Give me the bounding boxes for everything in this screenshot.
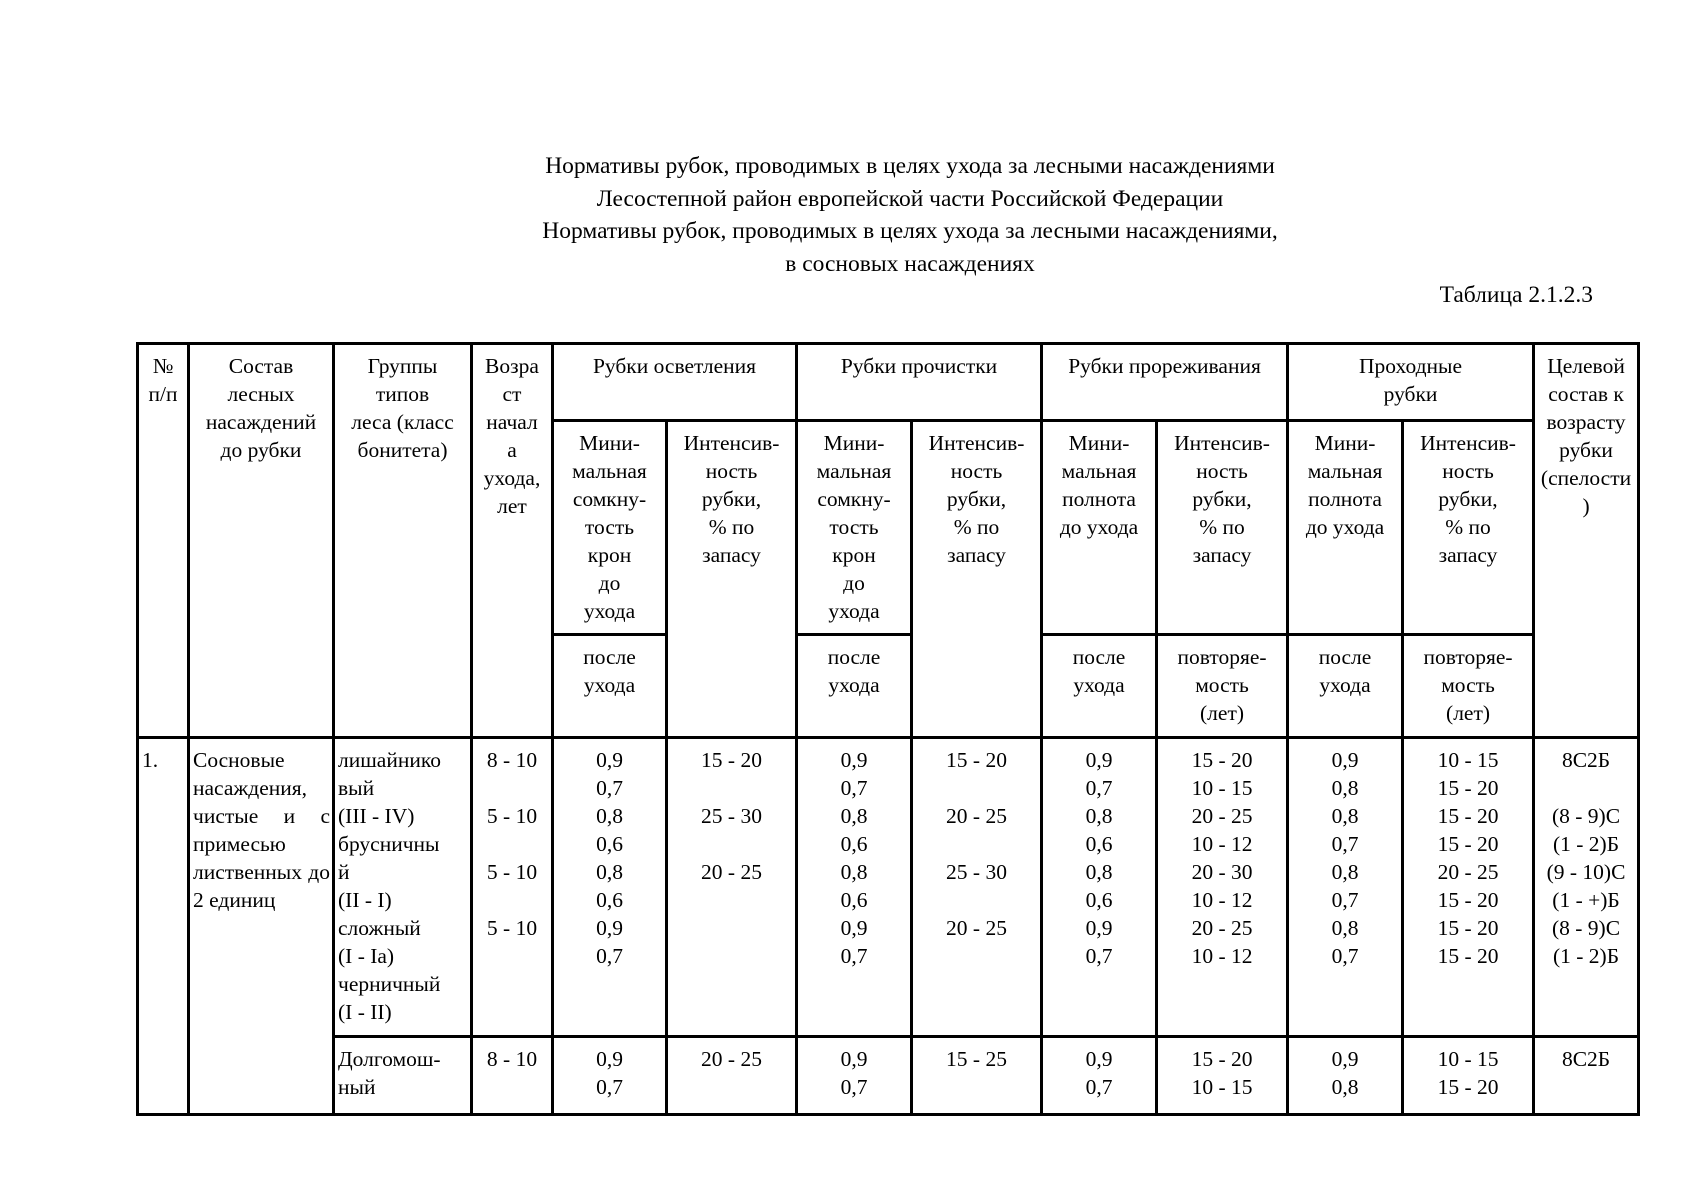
header-thin-repeat: повторяе- мость (лет) [1157,635,1288,738]
header-groups: Группы типов леса (класс бонитета) [334,344,472,738]
row-groups: Долгомош- ный [334,1037,472,1115]
page-title [350,150,1470,280]
title-line-3: Нормативы рубок, проводимых в целях ухода за лесными насаждениями, [542,218,1278,244]
row-number: 1. [138,738,189,1115]
row-pass-density: 0,9 0,8 [1288,1037,1403,1115]
row-light-closure: 0,9 0,7 [553,1037,667,1115]
row-light-intensity: 15 - 20 25 - 30 20 - 25 [667,738,797,1037]
row-target: 8С2Б (8 - 9)С (1 - 2)Б (9 - 10)С (1 - +)Б (8 - 9)С (1 - 2)Б [1534,738,1639,1037]
header-clean-min-closure: Мини- мальная сомкну- тость крон до ухода [797,421,912,635]
table-row [138,738,1639,1037]
header-thinning: Рубки прореживания [1042,344,1288,421]
header-age: Возра ст начал а ухода, лет [472,344,553,738]
title-line-2: Лесостепной район европейской части Российской Федерации [596,185,1224,212]
header-pass-after: после ухода [1288,635,1403,738]
row-thin-values: 15 - 20 10 - 15 20 - 25 10 - 12 20 - 30 10 - 12 20 - 25 10 - 12 [1157,738,1288,1037]
row-thin-density: 0,9 0,7 [1042,1037,1157,1115]
row-age: 8 - 10 [472,1037,553,1115]
row-clean-intensity: 15 - 25 [912,1037,1042,1115]
header-pass-repeat: повторяе- мость (лет) [1403,635,1534,738]
header-light-intensity: Интенсив- ность рубки, % по запасу [667,421,797,738]
table-row [138,1037,1639,1115]
row-target: 8С2Б [1534,1037,1639,1115]
header-passing: Проходные рубки [1288,344,1534,421]
header-thin-intensity: Интенсив- ность рубки, % по запасу [1157,421,1288,635]
row-groups: лишайнико вый (III - IV) брусничны й (II - I) сложный (I - Ia) черничный (I - II) [334,738,472,1037]
row-age: 8 - 10 5 - 10 5 - 10 5 - 10 [472,738,553,1037]
row-pass-density: 0,9 0,8 0,8 0,7 0,8 0,7 0,8 0,7 [1288,738,1403,1037]
row-clean-intensity: 15 - 20 20 - 25 25 - 30 20 - 25 [912,738,1042,1037]
norms-table [136,342,1640,1116]
row-light-closure: 0,9 0,7 0,8 0,6 0,8 0,6 0,9 0,7 [553,738,667,1037]
header-clean-after: после ухода [797,635,912,738]
header-light-min-closure: Мини- мальная сомкну- тость крон до ухода [553,421,667,635]
header-num: № п/п [138,344,189,738]
header-lightening: Рубки осветления [553,344,797,421]
row-light-intensity: 20 - 25 [667,1037,797,1115]
header-pass-min-density: Мини- мальная полнота до ухода [1288,421,1403,635]
title-line-1: Нормативы рубок, проводимых в целях ухода за лесными насаждениями [545,153,1275,179]
header-clean-intensity: Интенсив- ность рубки, % по запасу [912,421,1042,738]
row-pass-values: 10 - 15 15 - 20 15 - 20 15 - 20 20 - 25 15 - 20 15 - 20 15 - 20 [1403,738,1534,1037]
row-thin-density: 0,9 0,7 0,8 0,6 0,8 0,6 0,9 0,7 [1042,738,1157,1037]
row-pass-values: 10 - 15 15 - 20 [1403,1037,1534,1115]
row-clean-closure: 0,9 0,7 0,8 0,6 0,8 0,6 0,9 0,7 [797,738,912,1037]
header-composition: Состав лесных насаждений до рубки [189,344,334,738]
title-line-4: в сосновых насаждениях [785,250,1035,277]
row-clean-closure: 0,9 0,7 [797,1037,912,1115]
header-light-after: после ухода [553,635,667,738]
row-thin-values: 15 - 20 10 - 15 [1157,1037,1288,1115]
header-target: Целевой состав к возрасту рубки (спелости ) [1534,344,1639,738]
header-cleaning: Рубки прочистки [797,344,1042,421]
header-thin-min-density: Мини- мальная полнота до ухода [1042,421,1157,635]
header-thin-after: после ухода [1042,635,1157,738]
header-pass-intensity: Интенсив- ность рубки, % по запасу [1403,421,1534,635]
row-composition: Сосновые насаждения, чистые и с примесью лиственных до 2 единиц [189,738,334,1115]
table-number: Таблица 2.1.2.3 [1439,282,1593,308]
